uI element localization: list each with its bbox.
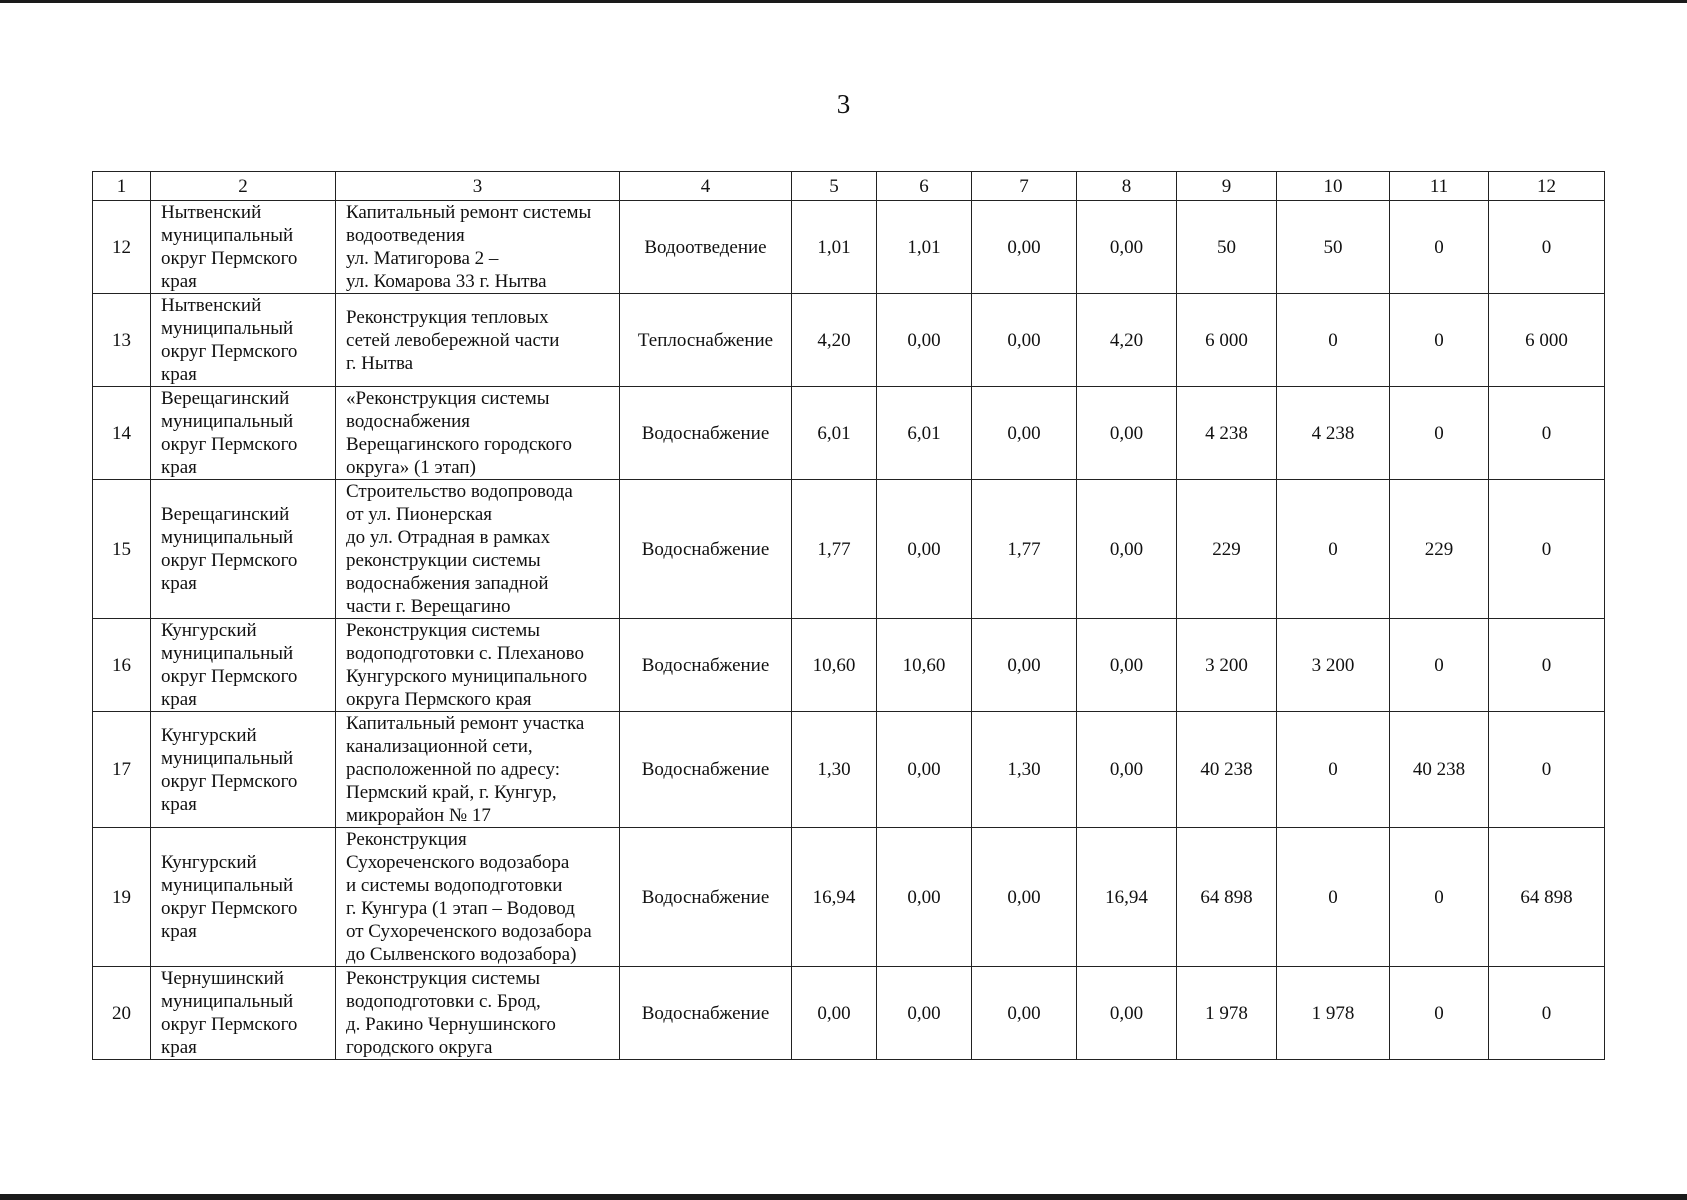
value-col-9: 1 978 — [1177, 967, 1277, 1060]
page-number: 3 — [836, 89, 851, 119]
value-col-5: 1,30 — [792, 712, 877, 828]
table-row — [93, 480, 1605, 619]
value-col-9: 4 238 — [1177, 387, 1277, 480]
column-number: 5 — [792, 172, 877, 201]
value-col-11: 0 — [1390, 619, 1489, 712]
value-col-12: 0 — [1489, 712, 1605, 828]
value-col-10: 0 — [1277, 712, 1390, 828]
value-col-7: 0,00 — [972, 387, 1077, 480]
project-name-cell: Реконструкция Сухореченского водозабора и системы водоподготовки г. Кунгура (1 этап – Водовод от Сухореченского водозабора до Сылвенского водозабора) — [336, 828, 620, 967]
value-col-5: 10,60 — [792, 619, 877, 712]
value-col-12: 64 898 — [1489, 828, 1605, 967]
project-name-cell: Реконструкция тепловых сетей левобережной части г. Нытва — [336, 294, 620, 387]
value-col-10: 0 — [1277, 828, 1390, 967]
utility-type-cell: Водоснабжение — [620, 619, 792, 712]
project-name-cell: Реконструкция системы водоподготовки с. Брод, д. Ракино Чернушинского городского округа — [336, 967, 620, 1060]
utility-type-cell: Водоснабжение — [620, 480, 792, 619]
utility-type-cell: Теплоснабжение — [620, 294, 792, 387]
value-col-7: 0,00 — [972, 294, 1077, 387]
municipality-cell: Верещагинский муниципальный округ Пермского края — [151, 387, 336, 480]
value-col-9: 64 898 — [1177, 828, 1277, 967]
value-col-9: 50 — [1177, 201, 1277, 294]
value-col-12: 0 — [1489, 387, 1605, 480]
row-number: 12 — [93, 201, 151, 294]
project-name-cell: Строительство водопровода от ул. Пионерская до ул. Отрадная в рамках реконструкции системы водоснабжения западной части г. Верещагино — [336, 480, 620, 619]
column-number: 6 — [877, 172, 972, 201]
value-col-7: 0,00 — [972, 201, 1077, 294]
value-col-10: 0 — [1277, 294, 1390, 387]
municipality-cell: Верещагинский муниципальный округ Пермского края — [151, 480, 336, 619]
column-number: 11 — [1390, 172, 1489, 201]
value-col-10: 50 — [1277, 201, 1390, 294]
value-col-12: 0 — [1489, 201, 1605, 294]
column-number: 7 — [972, 172, 1077, 201]
value-col-12: 0 — [1489, 480, 1605, 619]
row-number: 19 — [93, 828, 151, 967]
value-col-6: 0,00 — [877, 480, 972, 619]
table-row — [93, 619, 1605, 712]
column-number: 2 — [151, 172, 336, 201]
utility-type-cell: Водоснабжение — [620, 712, 792, 828]
row-number: 17 — [93, 712, 151, 828]
value-col-7: 1,77 — [972, 480, 1077, 619]
row-number: 13 — [93, 294, 151, 387]
value-col-5: 6,01 — [792, 387, 877, 480]
municipality-cell: Кунгурский муниципальный округ Пермского края — [151, 828, 336, 967]
value-col-11: 0 — [1390, 387, 1489, 480]
table-row — [93, 712, 1605, 828]
value-col-6: 10,60 — [877, 619, 972, 712]
value-col-6: 0,00 — [877, 712, 972, 828]
value-col-8: 0,00 — [1077, 619, 1177, 712]
municipality-cell: Нытвенский муниципальный округ Пермского края — [151, 201, 336, 294]
municipality-cell: Чернушинский муниципальный округ Пермского края — [151, 967, 336, 1060]
value-col-6: 0,00 — [877, 967, 972, 1060]
value-col-8: 0,00 — [1077, 967, 1177, 1060]
value-col-10: 1 978 — [1277, 967, 1390, 1060]
value-col-8: 0,00 — [1077, 387, 1177, 480]
row-number: 14 — [93, 387, 151, 480]
value-col-9: 6 000 — [1177, 294, 1277, 387]
column-number: 10 — [1277, 172, 1390, 201]
column-number: 9 — [1177, 172, 1277, 201]
value-col-8: 0,00 — [1077, 712, 1177, 828]
utility-type-cell: Водоотведение — [620, 201, 792, 294]
value-col-11: 40 238 — [1390, 712, 1489, 828]
value-col-7: 0,00 — [972, 619, 1077, 712]
table-row — [93, 967, 1605, 1060]
value-col-11: 0 — [1390, 294, 1489, 387]
column-number: 1 — [93, 172, 151, 201]
projects-table — [92, 171, 1605, 1060]
value-col-12: 0 — [1489, 967, 1605, 1060]
utility-type-cell: Водоснабжение — [620, 387, 792, 480]
value-col-6: 6,01 — [877, 387, 972, 480]
table-row — [93, 201, 1605, 294]
column-number: 8 — [1077, 172, 1177, 201]
table-row — [93, 294, 1605, 387]
utility-type-cell: Водоснабжение — [620, 967, 792, 1060]
row-number: 15 — [93, 480, 151, 619]
project-name-cell: «Реконструкция системы водоснабжения Верещагинского городского округа» (1 этап) — [336, 387, 620, 480]
value-col-10: 0 — [1277, 480, 1390, 619]
value-col-9: 40 238 — [1177, 712, 1277, 828]
municipality-cell: Кунгурский муниципальный округ Пермского края — [151, 712, 336, 828]
table-row — [93, 828, 1605, 967]
column-number: 12 — [1489, 172, 1605, 201]
value-col-7: 0,00 — [972, 967, 1077, 1060]
value-col-8: 0,00 — [1077, 480, 1177, 619]
utility-type-cell: Водоснабжение — [620, 828, 792, 967]
project-name-cell: Капитальный ремонт участка канализационной сети, расположенной по адресу: Пермский край, г. Кунгур, микрорайон № 17 — [336, 712, 620, 828]
value-col-8: 0,00 — [1077, 201, 1177, 294]
value-col-6: 0,00 — [877, 294, 972, 387]
value-col-7: 0,00 — [972, 828, 1077, 967]
value-col-8: 4,20 — [1077, 294, 1177, 387]
value-col-5: 1,77 — [792, 480, 877, 619]
table-row — [93, 387, 1605, 480]
row-number: 16 — [93, 619, 151, 712]
value-col-10: 3 200 — [1277, 619, 1390, 712]
column-number: 3 — [336, 172, 620, 201]
value-col-6: 1,01 — [877, 201, 972, 294]
value-col-11: 0 — [1390, 828, 1489, 967]
municipality-cell: Нытвенский муниципальный округ Пермского края — [151, 294, 336, 387]
table-body — [93, 172, 1605, 1060]
column-number: 4 — [620, 172, 792, 201]
value-col-12: 6 000 — [1489, 294, 1605, 387]
value-col-7: 1,30 — [972, 712, 1077, 828]
scan-top-edge — [0, 0, 1687, 3]
project-name-cell: Реконструкция системы водоподготовки с. Плеханово Кунгурского муниципального округа Пермского края — [336, 619, 620, 712]
project-name-cell: Капитальный ремонт системы водоотведения ул. Матигорова 2 – ул. Комарова 33 г. Нытва — [336, 201, 620, 294]
value-col-5: 1,01 — [792, 201, 877, 294]
value-col-11: 229 — [1390, 480, 1489, 619]
value-col-11: 0 — [1390, 201, 1489, 294]
value-col-11: 0 — [1390, 967, 1489, 1060]
value-col-8: 16,94 — [1077, 828, 1177, 967]
value-col-9: 3 200 — [1177, 619, 1277, 712]
value-col-10: 4 238 — [1277, 387, 1390, 480]
value-col-6: 0,00 — [877, 828, 972, 967]
value-col-9: 229 — [1177, 480, 1277, 619]
value-col-12: 0 — [1489, 619, 1605, 712]
value-col-5: 16,94 — [792, 828, 877, 967]
value-col-5: 0,00 — [792, 967, 877, 1060]
scan-bottom-edge — [0, 1194, 1687, 1200]
value-col-5: 4,20 — [792, 294, 877, 387]
row-number: 20 — [93, 967, 151, 1060]
column-number-row — [93, 172, 1605, 201]
municipality-cell: Кунгурский муниципальный округ Пермского края — [151, 619, 336, 712]
